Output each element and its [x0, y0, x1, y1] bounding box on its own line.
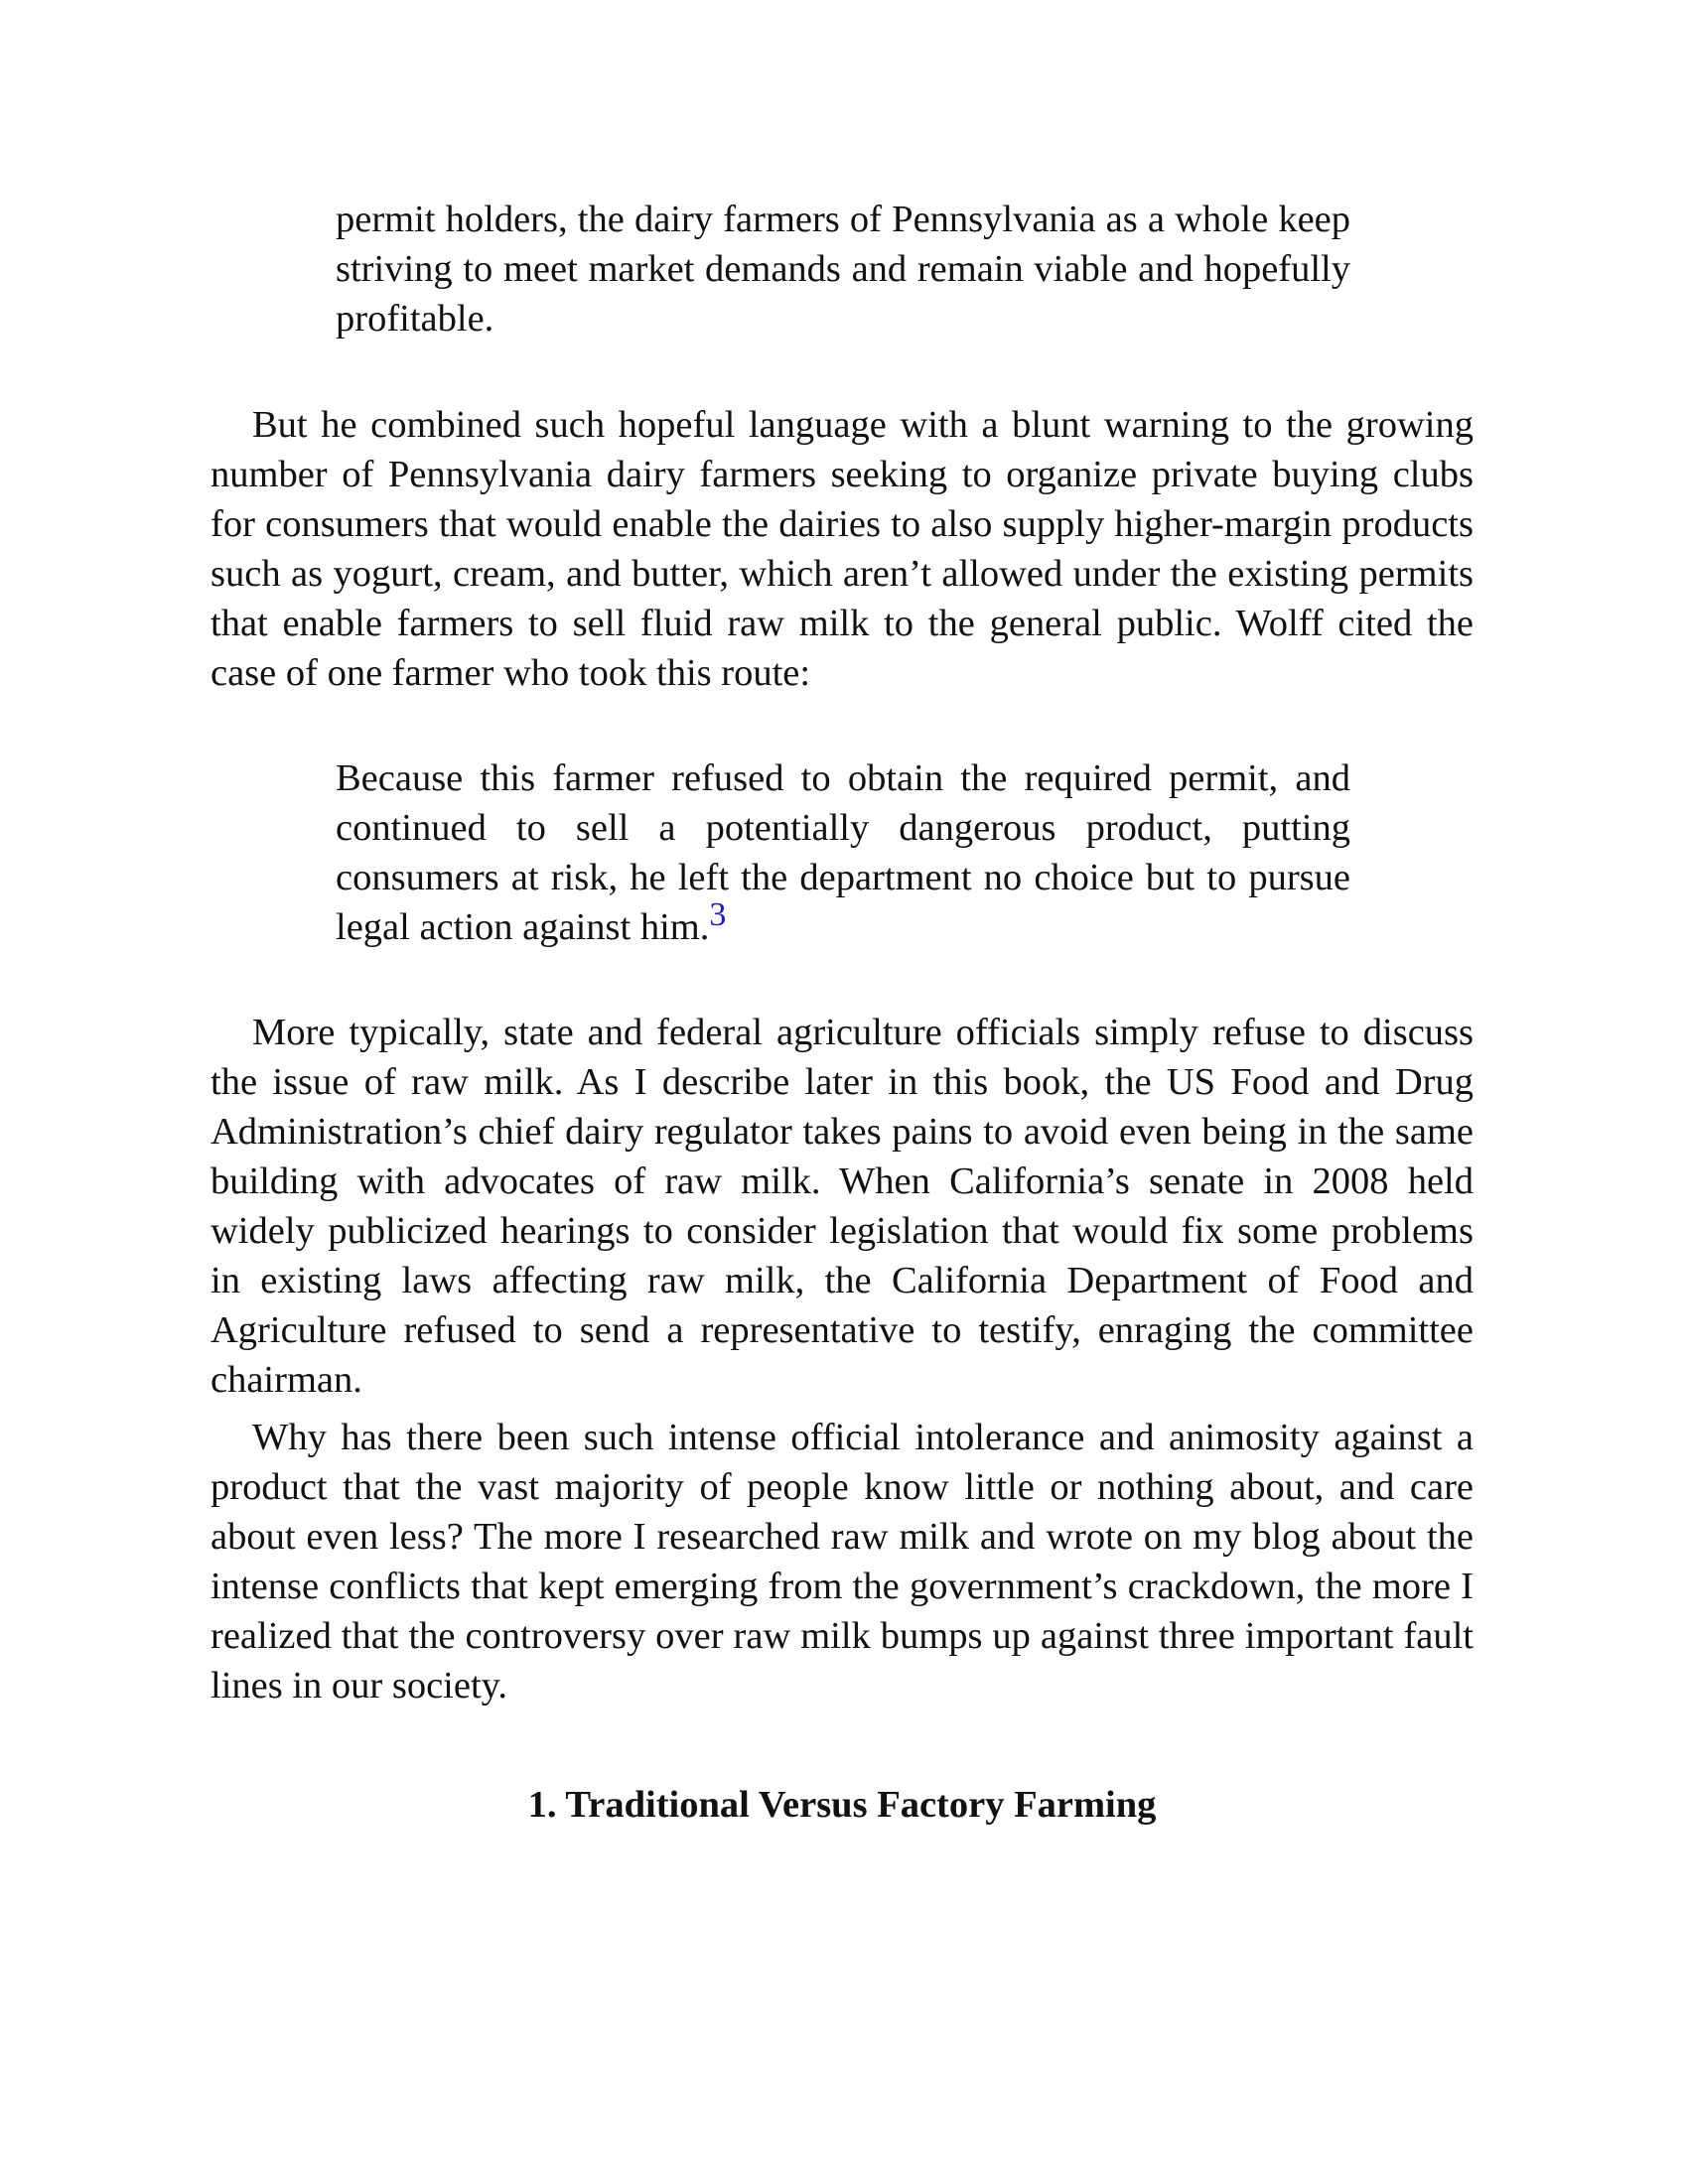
- block-quote-farmer-refused-text: Because this farmer refused to obtain the required permit, and continued to sell a potentially dangerous product, putting consumers at risk, he left the department no choice but to pursue legal action against him.: [336, 757, 1350, 948]
- block-quote-permit-holders: permit holders, the dairy farmers of Pennsylvania as a whole keep striving to meet market demands and remain viable and hopefully profitable.: [336, 199, 1350, 340]
- block-quote-farmer-refused: [336, 753, 1350, 952]
- paragraph-why-intolerance: Why has there been such intense official intolerance and animosity against a product that the vast majority of people know little or nothing about, and care about even less? The more I researched raw milk and wrote on my blog about the intense conflicts that kept emerging from the government’s crackdown, the more I realized that the controversy over raw milk bumps up against three important fault lines in our society.: [211, 1417, 1474, 1706]
- book-page: [211, 195, 1474, 1830]
- section-heading: 1. Traditional Versus Factory Farming: [527, 1784, 1157, 1826]
- paragraph-more-typically: More typically, state and federal agriculture officials simply refuse to discuss the issue of raw milk. As I describe later in this book, the US Food and Drug Administration’s chief dairy regulator takes pains to avoid even being in the same building with advocates of raw milk. When California’s senate in 2008 held widely publicized hearings to consider legislation that would fix some problems in existing laws affecting raw milk, the California Department of Food and Agriculture refused to send a representative to testify, enraging the committee chairman.: [211, 1012, 1474, 1401]
- footnote-reference-3[interactable]: 3: [709, 896, 727, 933]
- paragraph-blunt-warning: But he combined such hopeful language with a blunt warning to the growing number of Pennsylvania dairy farmers seeking to organize private buying clubs for consumers that would enable the dairies to also supply higher-margin products such as yogurt, cream, and butter, which aren’t allowed under the existing permits that enable farmers to sell fluid raw milk to the general public. Wolff cited the case of one farmer who took this route:: [211, 404, 1474, 694]
